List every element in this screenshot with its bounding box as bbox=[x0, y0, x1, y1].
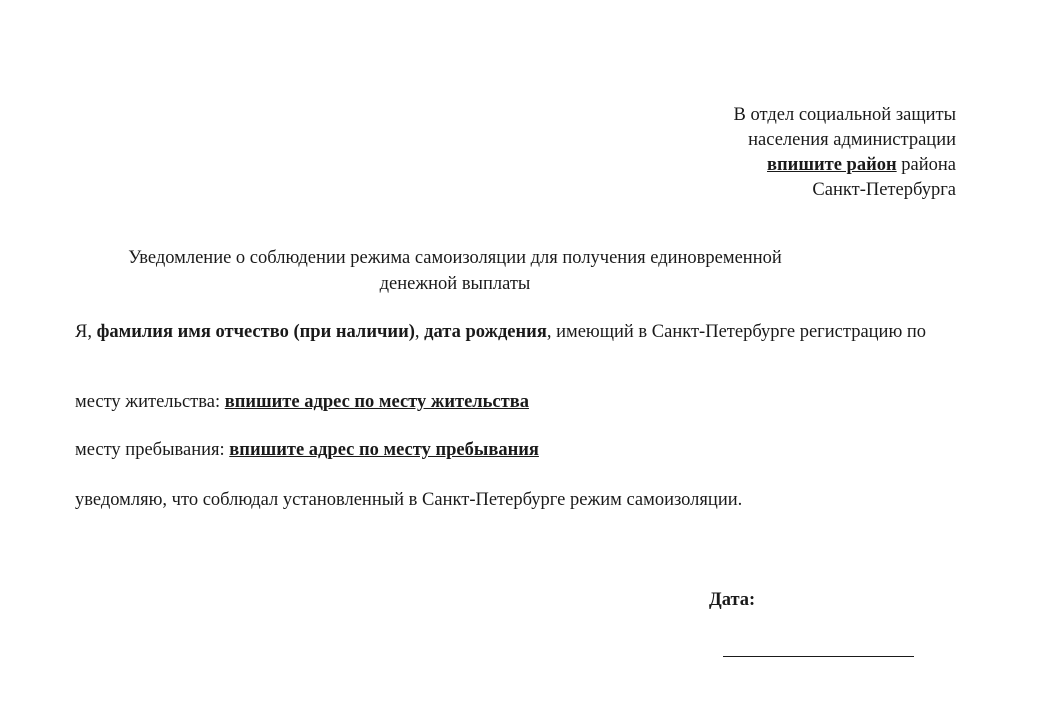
addressee-line-1: В отдел социальной защиты bbox=[733, 105, 956, 125]
residence-label: месту жительства: bbox=[75, 392, 225, 412]
birth-date-placeholder[interactable]: дата рождения bbox=[424, 322, 547, 342]
district-placeholder[interactable]: впишите район bbox=[767, 155, 897, 175]
intro-separator: , bbox=[414, 322, 425, 342]
residence-line bbox=[75, 390, 529, 414]
full-name-placeholder[interactable]: фамилия имя отчество (при наличии) bbox=[96, 322, 415, 342]
date-label: Дата: bbox=[709, 590, 756, 610]
intro-suffix: , имеющий в Санкт-Петербурге регистрацию по bbox=[546, 322, 927, 342]
title-line-2: денежной выплаты bbox=[379, 274, 531, 294]
statement-line: уведомляю, что соблюдал установленный в Санкт-Петербурге режим самоизоляции. bbox=[75, 490, 743, 510]
addressee-line-3 bbox=[734, 153, 956, 178]
intro-paragraph bbox=[75, 320, 956, 344]
residence-address-placeholder[interactable]: впишите адрес по месту жительства bbox=[224, 392, 529, 412]
addressee-line-4: Санкт-Петербурга bbox=[812, 180, 956, 200]
title-line-1: Уведомление о соблюдении режима самоизоляции для получения единовременной bbox=[128, 248, 782, 268]
stay-label: месту пребывания: bbox=[75, 440, 230, 460]
addressee-block bbox=[734, 103, 956, 203]
signature-line[interactable] bbox=[723, 656, 914, 657]
intro-prefix: Я, bbox=[75, 322, 97, 342]
stay-address-placeholder[interactable]: впишите адрес по месту пребывания bbox=[229, 440, 539, 460]
document-title bbox=[75, 245, 835, 297]
stay-line bbox=[75, 438, 539, 462]
district-suffix: района bbox=[896, 155, 956, 175]
addressee-line-2: населения администрации bbox=[748, 130, 956, 150]
